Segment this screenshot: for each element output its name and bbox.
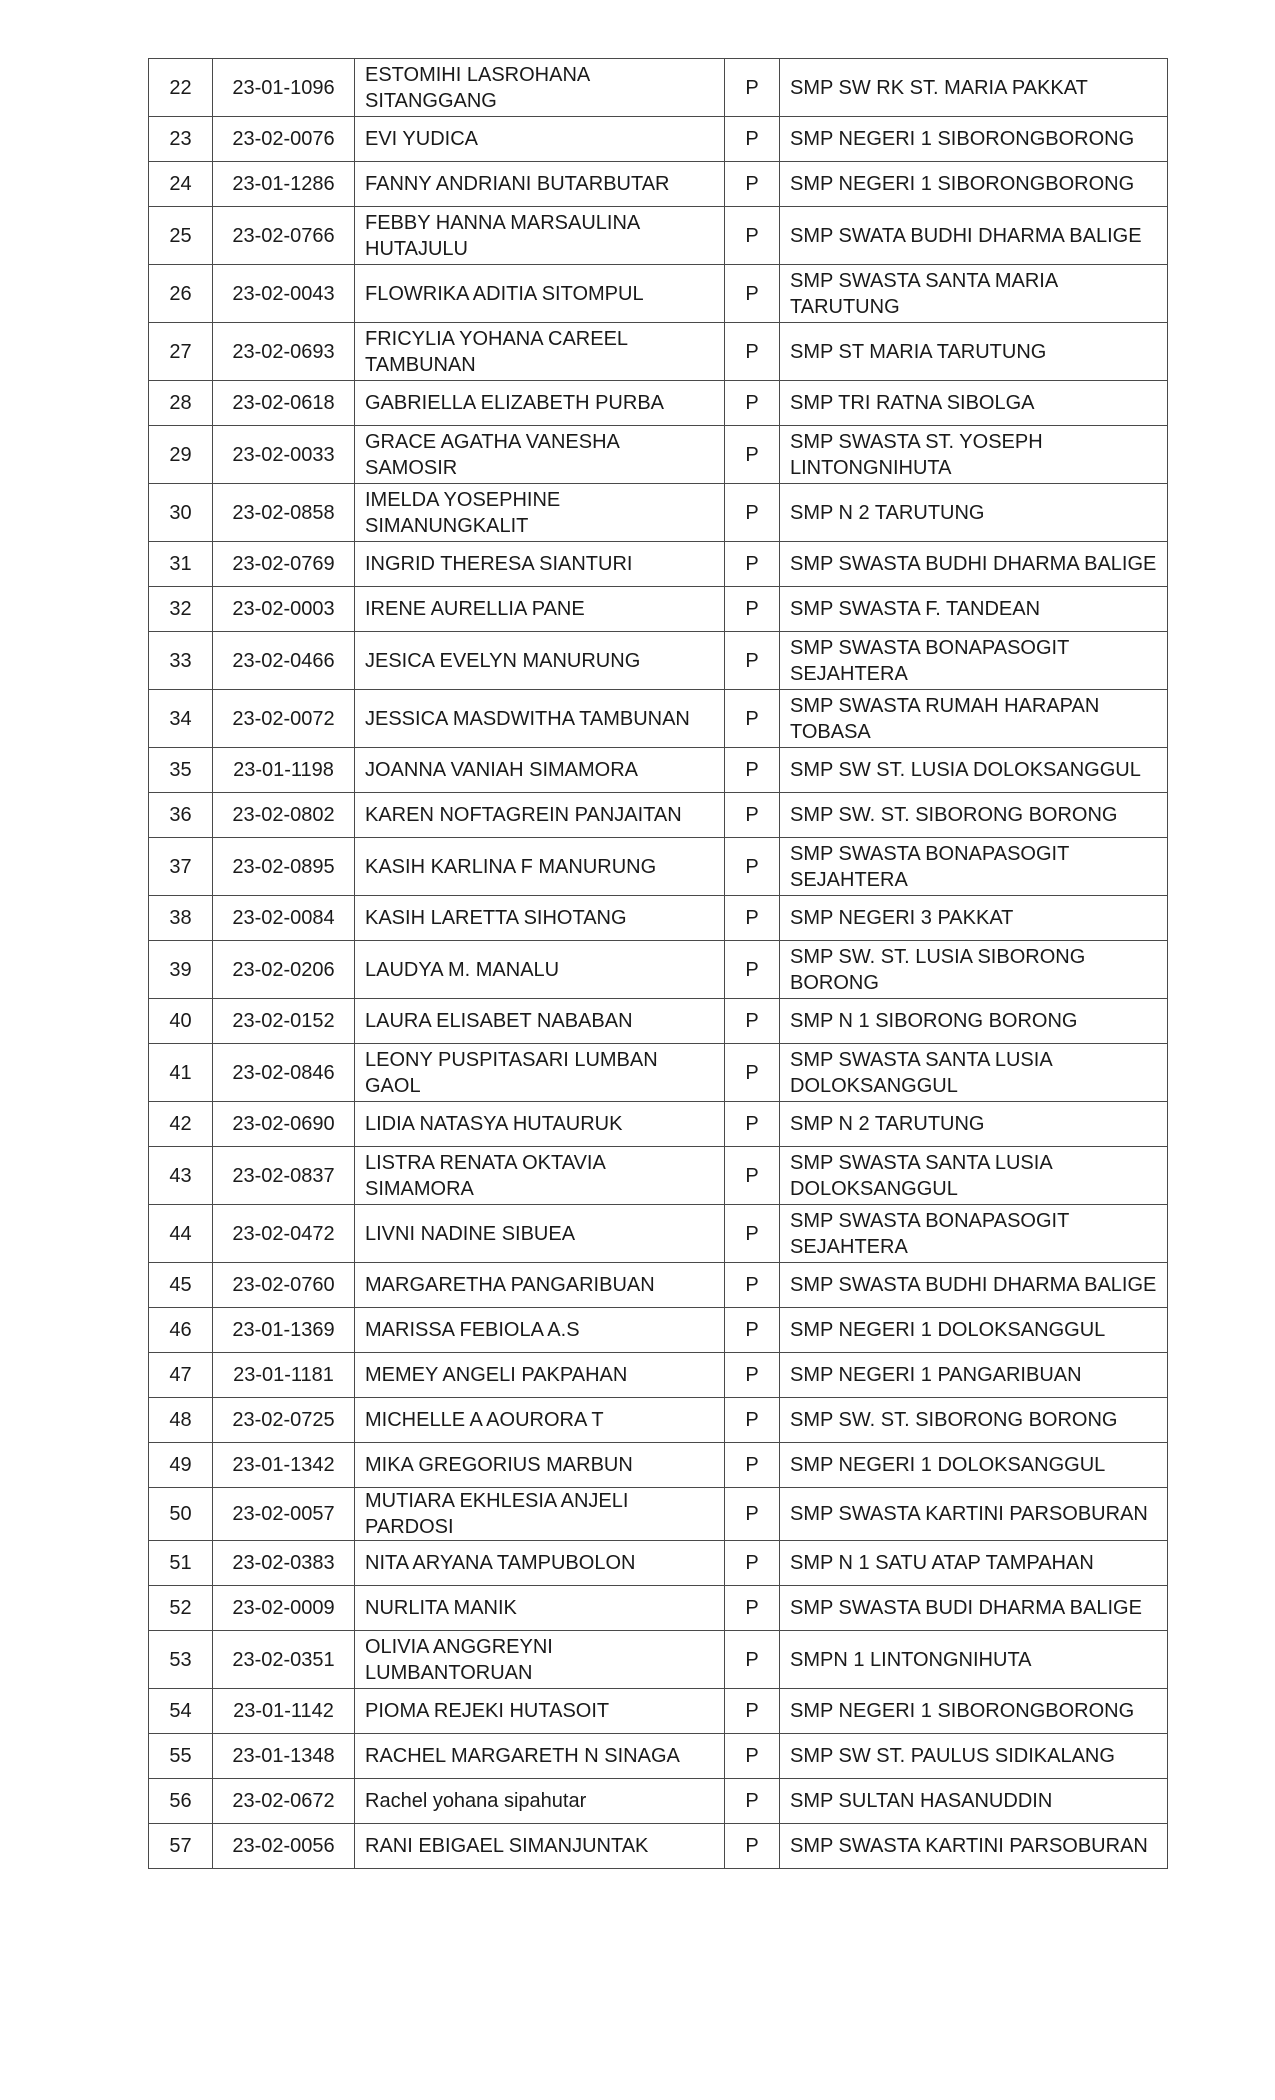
table-row <box>149 1779 1168 1824</box>
student-name-cell: LEONY PUSPITASARI LUMBAN GAOL <box>355 1044 725 1102</box>
table-row <box>149 117 1168 162</box>
row-number-cell: 32 <box>149 587 213 632</box>
table-row <box>149 999 1168 1044</box>
table-row <box>149 1102 1168 1147</box>
gender-cell: P <box>725 748 780 793</box>
table-row <box>149 207 1168 265</box>
school-name-cell: SMP SWASTA KARTINI PARSOBURAN <box>780 1488 1168 1541</box>
school-name-cell: SMP SWASTA BUDI DHARMA BALIGE <box>780 1586 1168 1631</box>
student-name-cell: MARISSA FEBIOLA A.S <box>355 1308 725 1353</box>
student-name-cell: PIOMA REJEKI HUTASOIT <box>355 1689 725 1734</box>
school-name-cell: SMP N 2 TARUTUNG <box>780 484 1168 542</box>
registration-number-cell: 23-02-0084 <box>213 896 355 941</box>
student-name-cell: RACHEL MARGARETH N SINAGA <box>355 1734 725 1779</box>
student-name-cell: FRICYLIA YOHANA CAREEL TAMBUNAN <box>355 323 725 381</box>
school-name-cell: SMP N 1 SATU ATAP TAMPAHAN <box>780 1541 1168 1586</box>
table-row <box>149 1147 1168 1205</box>
registration-number-cell: 23-01-1142 <box>213 1689 355 1734</box>
student-name-cell: FANNY ANDRIANI BUTARBUTAR <box>355 162 725 207</box>
table-row <box>149 381 1168 426</box>
table-row <box>149 1398 1168 1443</box>
table-row <box>149 162 1168 207</box>
registration-number-cell: 23-02-0769 <box>213 542 355 587</box>
table-row <box>149 1824 1168 1869</box>
gender-cell: P <box>725 1586 780 1631</box>
table-row <box>149 1044 1168 1102</box>
registration-number-cell: 23-01-1342 <box>213 1443 355 1488</box>
gender-cell: P <box>725 1205 780 1263</box>
student-name-cell: MUTIARA EKHLESIA ANJELI PARDOSI <box>355 1488 725 1541</box>
row-number-cell: 28 <box>149 381 213 426</box>
row-number-cell: 57 <box>149 1824 213 1869</box>
gender-cell: P <box>725 1631 780 1689</box>
row-number-cell: 46 <box>149 1308 213 1353</box>
row-number-cell: 56 <box>149 1779 213 1824</box>
table-row <box>149 1353 1168 1398</box>
student-name-cell: FLOWRIKA ADITIA SITOMPUL <box>355 265 725 323</box>
table-row <box>149 587 1168 632</box>
student-name-cell: LIDIA NATASYA HUTAURUK <box>355 1102 725 1147</box>
registration-number-cell: 23-02-0472 <box>213 1205 355 1263</box>
school-name-cell: SMP SWASTA BUDHI DHARMA BALIGE <box>780 542 1168 587</box>
school-name-cell: SMP SW RK ST. MARIA PAKKAT <box>780 59 1168 117</box>
row-number-cell: 51 <box>149 1541 213 1586</box>
table-row <box>149 1308 1168 1353</box>
gender-cell: P <box>725 896 780 941</box>
table-row <box>149 542 1168 587</box>
row-number-cell: 53 <box>149 1631 213 1689</box>
gender-cell: P <box>725 1824 780 1869</box>
gender-cell: P <box>725 1147 780 1205</box>
student-name-cell: INGRID THERESA SIANTURI <box>355 542 725 587</box>
student-name-cell: EVI YUDICA <box>355 117 725 162</box>
school-name-cell: SMP SW ST. PAULUS SIDIKALANG <box>780 1734 1168 1779</box>
row-number-cell: 45 <box>149 1263 213 1308</box>
row-number-cell: 35 <box>149 748 213 793</box>
row-number-cell: 50 <box>149 1488 213 1541</box>
gender-cell: P <box>725 587 780 632</box>
gender-cell: P <box>725 162 780 207</box>
gender-cell: P <box>725 1308 780 1353</box>
row-number-cell: 30 <box>149 484 213 542</box>
gender-cell: P <box>725 542 780 587</box>
gender-cell: P <box>725 1541 780 1586</box>
row-number-cell: 52 <box>149 1586 213 1631</box>
student-name-cell: NITA ARYANA TAMPUBOLON <box>355 1541 725 1586</box>
row-number-cell: 54 <box>149 1689 213 1734</box>
registration-number-cell: 23-02-0672 <box>213 1779 355 1824</box>
school-name-cell: SMP N 1 SIBORONG BORONG <box>780 999 1168 1044</box>
row-number-cell: 37 <box>149 838 213 896</box>
school-name-cell: SMP NEGERI 1 SIBORONGBORONG <box>780 1689 1168 1734</box>
registration-number-cell: 23-01-1198 <box>213 748 355 793</box>
table-row <box>149 1586 1168 1631</box>
student-name-cell: IRENE AURELLIA PANE <box>355 587 725 632</box>
registration-number-cell: 23-02-0009 <box>213 1586 355 1631</box>
school-name-cell: SMPN 1 LINTONGNIHUTA <box>780 1631 1168 1689</box>
registration-number-cell: 23-02-0725 <box>213 1398 355 1443</box>
gender-cell: P <box>725 838 780 896</box>
student-name-cell: ESTOMIHI LASROHANA SITANGGANG <box>355 59 725 117</box>
student-name-cell: OLIVIA ANGGREYNI LUMBANTORUAN <box>355 1631 725 1689</box>
registration-number-cell: 23-02-0466 <box>213 632 355 690</box>
row-number-cell: 40 <box>149 999 213 1044</box>
student-name-cell: GABRIELLA ELIZABETH PURBA <box>355 381 725 426</box>
registration-number-cell: 23-02-0858 <box>213 484 355 542</box>
school-name-cell: SMP N 2 TARUTUNG <box>780 1102 1168 1147</box>
row-number-cell: 29 <box>149 426 213 484</box>
registration-number-cell: 23-02-0760 <box>213 1263 355 1308</box>
school-name-cell: SMP NEGERI 1 DOLOKSANGGUL <box>780 1443 1168 1488</box>
gender-cell: P <box>725 1102 780 1147</box>
registration-number-cell: 23-02-0056 <box>213 1824 355 1869</box>
registration-number-cell: 23-02-0003 <box>213 587 355 632</box>
table-row <box>149 896 1168 941</box>
registration-number-cell: 23-02-0846 <box>213 1044 355 1102</box>
school-name-cell: SMP SWASTA BUDHI DHARMA BALIGE <box>780 1263 1168 1308</box>
school-name-cell: SMP SWASTA ST. YOSEPH LINTONGNIHUTA <box>780 426 1168 484</box>
school-name-cell: SMP SWASTA BONAPASOGIT SEJAHTERA <box>780 1205 1168 1263</box>
row-number-cell: 27 <box>149 323 213 381</box>
table-row <box>149 1689 1168 1734</box>
gender-cell: P <box>725 999 780 1044</box>
registration-number-cell: 23-02-0072 <box>213 690 355 748</box>
school-name-cell: SMP SW. ST. SIBORONG BORONG <box>780 793 1168 838</box>
table-row <box>149 632 1168 690</box>
gender-cell: P <box>725 381 780 426</box>
row-number-cell: 44 <box>149 1205 213 1263</box>
row-number-cell: 41 <box>149 1044 213 1102</box>
school-name-cell: SMP NEGERI 1 DOLOKSANGGUL <box>780 1308 1168 1353</box>
gender-cell: P <box>725 1734 780 1779</box>
school-name-cell: SMP SWASTA SANTA MARIA TARUTUNG <box>780 265 1168 323</box>
table-row <box>149 941 1168 999</box>
student-name-cell: GRACE AGATHA VANESHA SAMOSIR <box>355 426 725 484</box>
school-name-cell: SMP SWATA BUDHI DHARMA BALIGE <box>780 207 1168 265</box>
row-number-cell: 36 <box>149 793 213 838</box>
school-name-cell: SMP SWASTA SANTA LUSIA DOLOKSANGGUL <box>780 1147 1168 1205</box>
gender-cell: P <box>725 1443 780 1488</box>
registration-number-cell: 23-02-0076 <box>213 117 355 162</box>
row-number-cell: 22 <box>149 59 213 117</box>
table-row <box>149 59 1168 117</box>
gender-cell: P <box>725 1398 780 1443</box>
registration-number-cell: 23-02-0033 <box>213 426 355 484</box>
student-name-cell: KASIH LARETTA SIHOTANG <box>355 896 725 941</box>
table-row <box>149 484 1168 542</box>
row-number-cell: 48 <box>149 1398 213 1443</box>
school-name-cell: SMP SWASTA RUMAH HARAPAN TOBASA <box>780 690 1168 748</box>
student-name-cell: JESICA EVELYN MANURUNG <box>355 632 725 690</box>
table-row <box>149 1263 1168 1308</box>
school-name-cell: SMP SW ST. LUSIA DOLOKSANGGUL <box>780 748 1168 793</box>
row-number-cell: 23 <box>149 117 213 162</box>
school-name-cell: SMP SW. ST. LUSIA SIBORONG BORONG <box>780 941 1168 999</box>
registration-number-cell: 23-02-0206 <box>213 941 355 999</box>
school-name-cell: SMP TRI RATNA SIBOLGA <box>780 381 1168 426</box>
row-number-cell: 38 <box>149 896 213 941</box>
row-number-cell: 43 <box>149 1147 213 1205</box>
row-number-cell: 47 <box>149 1353 213 1398</box>
school-name-cell: SMP NEGERI 3 PAKKAT <box>780 896 1168 941</box>
row-number-cell: 49 <box>149 1443 213 1488</box>
table-row <box>149 1205 1168 1263</box>
gender-cell: P <box>725 265 780 323</box>
row-number-cell: 33 <box>149 632 213 690</box>
row-number-cell: 39 <box>149 941 213 999</box>
school-name-cell: SMP NEGERI 1 PANGARIBUAN <box>780 1353 1168 1398</box>
table-row <box>149 690 1168 748</box>
table-row <box>149 265 1168 323</box>
registration-number-cell: 23-01-1348 <box>213 1734 355 1779</box>
table-row <box>149 748 1168 793</box>
table-row <box>149 1488 1168 1541</box>
student-name-cell: MICHELLE A AOURORA T <box>355 1398 725 1443</box>
student-roster-table <box>148 58 1168 1869</box>
row-number-cell: 34 <box>149 690 213 748</box>
table-row <box>149 1443 1168 1488</box>
registration-number-cell: 23-02-0043 <box>213 265 355 323</box>
gender-cell: P <box>725 1689 780 1734</box>
school-name-cell: SMP SWASTA SANTA LUSIA DOLOKSANGGUL <box>780 1044 1168 1102</box>
gender-cell: P <box>725 1488 780 1541</box>
student-name-cell: RANI EBIGAEL SIMANJUNTAK <box>355 1824 725 1869</box>
registration-number-cell: 23-02-0690 <box>213 1102 355 1147</box>
gender-cell: P <box>725 59 780 117</box>
registration-number-cell: 23-02-0766 <box>213 207 355 265</box>
registration-number-cell: 23-02-0802 <box>213 793 355 838</box>
student-name-cell: FEBBY HANNA MARSAULINA HUTAJULU <box>355 207 725 265</box>
registration-number-cell: 23-02-0057 <box>213 1488 355 1541</box>
registration-number-cell: 23-01-1369 <box>213 1308 355 1353</box>
gender-cell: P <box>725 484 780 542</box>
student-name-cell: LAUDYA M. MANALU <box>355 941 725 999</box>
gender-cell: P <box>725 632 780 690</box>
student-name-cell: KASIH KARLINA F MANURUNG <box>355 838 725 896</box>
gender-cell: P <box>725 426 780 484</box>
table-row <box>149 1541 1168 1586</box>
gender-cell: P <box>725 1353 780 1398</box>
student-name-cell: LIVNI NADINE SIBUEA <box>355 1205 725 1263</box>
table-row <box>149 793 1168 838</box>
student-name-cell: IMELDA YOSEPHINE SIMANUNGKALIT <box>355 484 725 542</box>
school-name-cell: SMP ST MARIA TARUTUNG <box>780 323 1168 381</box>
row-number-cell: 31 <box>149 542 213 587</box>
student-name-cell: JOANNA VANIAH SIMAMORA <box>355 748 725 793</box>
row-number-cell: 24 <box>149 162 213 207</box>
gender-cell: P <box>725 207 780 265</box>
row-number-cell: 26 <box>149 265 213 323</box>
student-name-cell: MEMEY ANGELI PAKPAHAN <box>355 1353 725 1398</box>
gender-cell: P <box>725 1263 780 1308</box>
gender-cell: P <box>725 941 780 999</box>
gender-cell: P <box>725 117 780 162</box>
registration-number-cell: 23-02-0693 <box>213 323 355 381</box>
row-number-cell: 25 <box>149 207 213 265</box>
table-row <box>149 1734 1168 1779</box>
gender-cell: P <box>725 690 780 748</box>
student-name-cell: NURLITA MANIK <box>355 1586 725 1631</box>
student-name-cell: MARGARETHA PANGARIBUAN <box>355 1263 725 1308</box>
school-name-cell: SMP SWASTA F. TANDEAN <box>780 587 1168 632</box>
registration-number-cell: 23-02-0895 <box>213 838 355 896</box>
student-name-cell: LAURA ELISABET NABABAN <box>355 999 725 1044</box>
table-row <box>149 426 1168 484</box>
school-name-cell: SMP SW. ST. SIBORONG BORONG <box>780 1398 1168 1443</box>
student-name-cell: MIKA GREGORIUS MARBUN <box>355 1443 725 1488</box>
student-name-cell: LISTRA RENATA OKTAVIA SIMAMORA <box>355 1147 725 1205</box>
student-name-cell: KAREN NOFTAGREIN PANJAITAN <box>355 793 725 838</box>
registration-number-cell: 23-02-0618 <box>213 381 355 426</box>
school-name-cell: SMP NEGERI 1 SIBORONGBORONG <box>780 117 1168 162</box>
school-name-cell: SMP SWASTA BONAPASOGIT SEJAHTERA <box>780 838 1168 896</box>
registration-number-cell: 23-01-1286 <box>213 162 355 207</box>
registration-number-cell: 23-02-0837 <box>213 1147 355 1205</box>
student-name-cell: JESSICA MASDWITHA TAMBUNAN <box>355 690 725 748</box>
registration-number-cell: 23-02-0383 <box>213 1541 355 1586</box>
gender-cell: P <box>725 1779 780 1824</box>
gender-cell: P <box>725 323 780 381</box>
school-name-cell: SMP SWASTA KARTINI PARSOBURAN <box>780 1824 1168 1869</box>
registration-number-cell: 23-01-1181 <box>213 1353 355 1398</box>
row-number-cell: 55 <box>149 1734 213 1779</box>
school-name-cell: SMP SWASTA BONAPASOGIT SEJAHTERA <box>780 632 1168 690</box>
school-name-cell: SMP SULTAN HASANUDDIN <box>780 1779 1168 1824</box>
table-row <box>149 838 1168 896</box>
roster-body <box>149 59 1168 1869</box>
registration-number-cell: 23-02-0351 <box>213 1631 355 1689</box>
school-name-cell: SMP NEGERI 1 SIBORONGBORONG <box>780 162 1168 207</box>
gender-cell: P <box>725 1044 780 1102</box>
table-row <box>149 323 1168 381</box>
registration-number-cell: 23-02-0152 <box>213 999 355 1044</box>
gender-cell: P <box>725 793 780 838</box>
table-row <box>149 1631 1168 1689</box>
registration-number-cell: 23-01-1096 <box>213 59 355 117</box>
student-name-cell: Rachel yohana sipahutar <box>355 1779 725 1824</box>
row-number-cell: 42 <box>149 1102 213 1147</box>
